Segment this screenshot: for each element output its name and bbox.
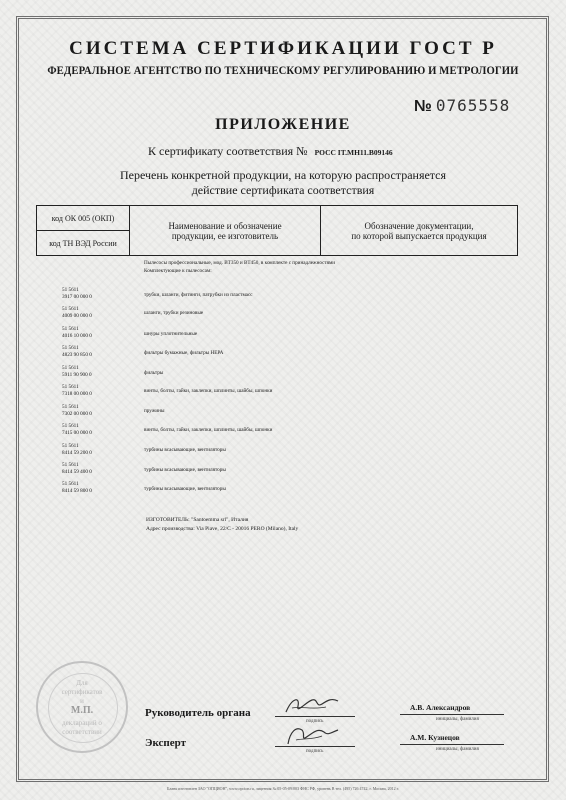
expert-signature-icon <box>282 722 342 748</box>
item-code <box>62 345 92 359</box>
okp-code: 51 5611 <box>62 404 79 410</box>
stamp-text-5: соответствии <box>62 728 102 736</box>
stamp-text-4: деклараций о <box>62 719 102 727</box>
stamp-text-1: Для <box>76 679 88 687</box>
expert-name: А.М. Кузнецов <box>410 733 460 742</box>
okp-code: 51 5611 <box>62 384 79 390</box>
head-name-line <box>400 714 504 715</box>
code-okp-label: код ОК 005 (ОКП) <box>51 214 115 223</box>
intro-line-1: Перечень конкретной продукции, на которую распространяется <box>119 168 447 182</box>
footer-printer-note: Бланк изготовлен ЗАО "ОПЦИОН", www.opcion.ru, лицензия № 05-05-09/003 ФНС РФ, уровень В тел. (495) 726 4742, г. Москва, 2012 г. <box>167 786 399 791</box>
tnved-code: 8414 59 400 0 <box>62 469 92 475</box>
item-description: винты, болты, гайки, заклепки, шплинты, шайбы, шпонки <box>144 427 273 433</box>
name-column-line-2: продукции, ее изготовитель <box>171 230 279 241</box>
item-description: винты, болты, гайки, заклепки, шплинты, шайбы, шпонки <box>144 388 273 394</box>
item-description: турбины всасывающие, вентиляторы <box>144 486 226 492</box>
okp-code: 51 5611 <box>62 462 79 468</box>
tnved-code: 3917 00 000 0 <box>62 294 92 300</box>
head-name: А.В. Александров <box>410 703 471 712</box>
item-code <box>62 404 92 418</box>
okp-code: 51 5611 <box>62 287 79 293</box>
docs-column-line-1: Обозначение документации, <box>364 220 474 231</box>
item-description: пружины <box>144 408 165 414</box>
tnved-code: 4016 10 000 0 <box>62 333 92 339</box>
certificate-label: К сертификату соответствия № <box>148 144 308 158</box>
item-code <box>62 287 92 301</box>
product-intro-line-2: Комплектующие к пылесосам: <box>144 268 212 274</box>
tnved-code: 7302 00 000 0 <box>62 411 92 417</box>
expert-label: Эксперт <box>145 737 187 749</box>
okp-code: 51 5611 <box>62 326 79 332</box>
head-name-caption: инициалы, фамилия <box>436 717 479 722</box>
okp-code: 51 5611 <box>62 345 79 351</box>
tnved-code: 4823 90 850 0 <box>62 352 92 358</box>
agency-title: ФЕДЕРАЛЬНОЕ АГЕНТСТВО ПО ТЕХНИЧЕСКОМУ РЕГУЛИРОВАНИЮ И МЕТРОЛОГИИ <box>47 65 519 77</box>
tnved-code: 4009 00 000 0 <box>62 313 92 319</box>
okp-code: 51 5611 <box>62 365 79 371</box>
item-code <box>62 481 92 495</box>
item-code <box>62 306 92 320</box>
form-number-value: 0765558 <box>435 96 511 115</box>
item-description: фильтры бумажные, фильтры НЕРА <box>144 350 224 356</box>
okp-code: 51 5611 <box>62 481 79 487</box>
intro-line-2: действие сертификата соответствия <box>191 183 375 197</box>
seal-stamp <box>36 661 128 753</box>
item-code <box>62 423 92 437</box>
code-tnved-header <box>37 231 130 256</box>
okp-code: 51 5611 <box>62 423 79 429</box>
okp-code: 51 5611 <box>62 306 79 312</box>
stamp-text-3: и <box>80 697 84 705</box>
tnved-code: 7318 00 000 0 <box>62 391 92 397</box>
stamp-text-2: сертификатов <box>61 688 103 696</box>
head-of-body-label: Руководитель органа <box>145 707 251 719</box>
item-description: турбины всасывающие, вентиляторы <box>144 467 226 473</box>
product-intro-line-1: Пылесосы профессиональные, мод. ВТ350 и ВТ450, в комплекте с принадлежностями <box>144 260 336 266</box>
stamp-mp: М.П. <box>70 705 94 716</box>
docs-column-header <box>321 206 518 256</box>
item-code <box>62 326 92 340</box>
manufacturer-name: ИЗГОТОВИТЕЛЬ: "Santoemma srl", Италия <box>146 517 249 523</box>
item-description: трубки, шланги, фитинги, патрубки из пластмасс <box>144 292 253 298</box>
tnved-code: 5911 90 900 0 <box>62 372 92 378</box>
intro-text <box>0 168 566 198</box>
item-code <box>62 462 92 476</box>
item-code <box>62 443 92 457</box>
code-okp-header <box>37 206 130 231</box>
products-table-header <box>36 205 518 256</box>
expert-signature-caption: подпись <box>306 749 324 754</box>
manufacturer-address: Адрес производства: Via Piave, 22/C - 20016 PERO (Milano), Italy <box>146 526 299 532</box>
appendix-title: ПРИЛОЖЕНИЕ <box>215 116 351 133</box>
tnved-code: 8414 59 200 0 <box>62 450 92 456</box>
item-code <box>62 384 92 398</box>
certificate-reference <box>148 144 393 159</box>
manufacturer-block <box>146 516 298 534</box>
certificate-number: РОСС IT.МН11.В09146 <box>314 148 393 157</box>
form-number <box>414 96 510 116</box>
docs-column-line-2: по которой выпускается продукция <box>351 230 487 241</box>
item-description: шланги, трубки резиновые <box>144 310 204 316</box>
item-description: шнуры уплотнительные <box>144 331 198 337</box>
expert-name-caption: инициалы, фамилия <box>436 747 479 752</box>
okp-code: 51 5611 <box>62 443 79 449</box>
head-signature-icon <box>282 692 342 718</box>
code-tnved-label: код ТН ВЭД России <box>49 239 117 248</box>
expert-name-line <box>400 744 504 745</box>
name-column-header <box>130 206 321 256</box>
item-description: турбины всасывающие, вентиляторы <box>144 447 226 453</box>
head-signature-caption: подпись <box>306 719 324 724</box>
item-description: фильтры <box>144 370 164 376</box>
name-column-line-1: Наименование и обозначение <box>168 220 282 231</box>
system-title: СИСТЕМА СЕРТИФИКАЦИИ ГОСТ Р <box>69 38 497 59</box>
tnved-code: 8414 59 800 0 <box>62 488 92 494</box>
tnved-code: 7415 00 000 0 <box>62 430 92 436</box>
number-sign: № <box>414 98 432 115</box>
item-code <box>62 365 92 379</box>
